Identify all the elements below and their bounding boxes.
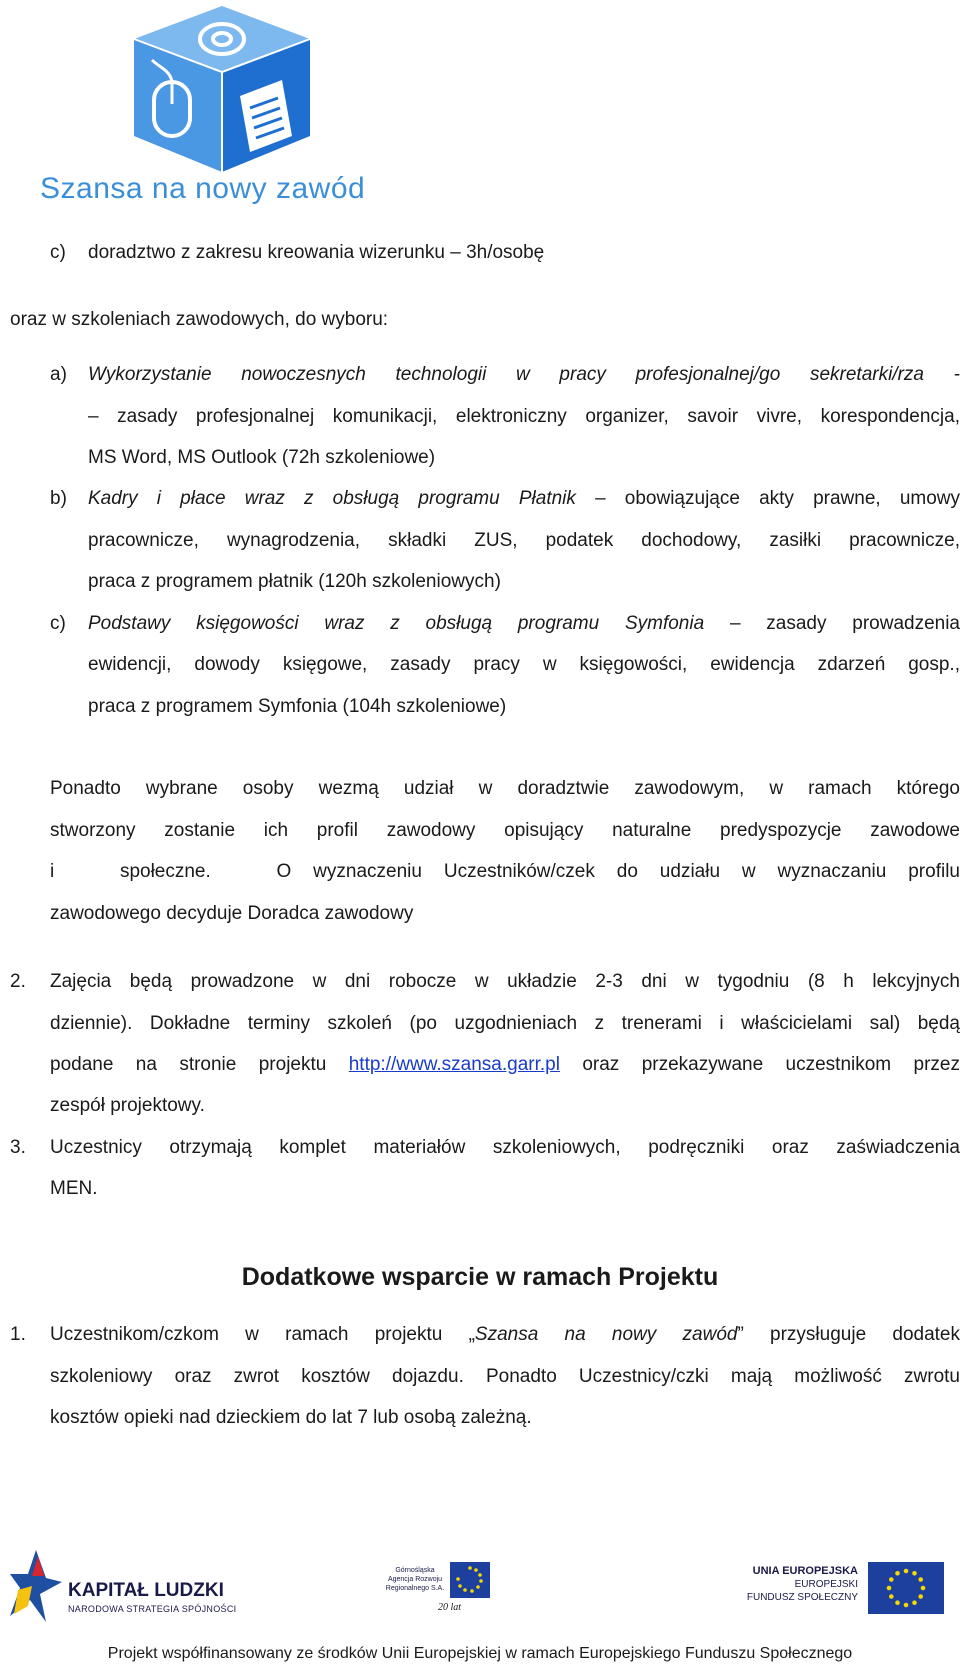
eu-subtitle-1: EUROPEJSKI: [794, 1579, 858, 1590]
list-marker: c): [50, 613, 66, 634]
training-title: Podstawy księgowości wraz z obsługą programu Symfonia – zasady prowadzenia: [88, 613, 960, 634]
eu-title: UNIA EUROPEJSKA: [752, 1565, 858, 1577]
training-title: Kadry i płace wraz z obsługą programu Płatnik – obowiązujące akty prawne, umowy: [88, 488, 960, 509]
cofinancing-note: Projekt współfinansowany ze środków Unii Europejskiej w ramach Europejskiego Funduszu Społecznego: [107, 1645, 853, 1662]
training-line: praca z programem płatnik (120h szkoleniowych): [88, 571, 501, 592]
training-line: praca z programem Symfonia (104h szkoleniowe): [88, 696, 507, 717]
star-logo-icon: [10, 1548, 62, 1623]
eu-flag-icon: [868, 1562, 944, 1614]
eu-flag-small-icon: [450, 1562, 490, 1598]
eu-subtitle-2: FUNDUSZ SPOŁECZNY: [746, 1592, 858, 1603]
project-logo: [40, 0, 400, 210]
list-marker: a): [50, 364, 67, 385]
training-line: ewidencji, dowody księgowe, zasady pracy w księgowości, ewidencja zdarzeń gosp.,: [88, 654, 960, 675]
project-website-link[interactable]: http://www.szansa.garr.pl: [348, 1054, 560, 1075]
training-line: pracownicze, wynagrodzenia, składki ZUS, podatek dochodowy, zasiłki pracownicze,: [88, 530, 960, 551]
section-heading: Dodatkowe wsparcie w ramach Projektu: [241, 1263, 719, 1291]
training-intro: oraz w szkoleniach zawodowych, do wyboru:: [10, 309, 389, 330]
training-line: MS Word, MS Outlook (72h szkoleniowe): [88, 447, 436, 468]
intro-item-text: doradztwo z zakresu kreowania wizerunku – 3h/osobę: [88, 242, 545, 263]
cube-logo-icon: [122, 4, 322, 174]
kapital-subtitle: NARODOWA STRATEGIA SPÓJNOŚCI: [68, 1604, 237, 1614]
training-line: – zasady profesjonalnej komunikacji, elektroniczny organizer, savoir vivre, korespondencja,: [88, 406, 960, 427]
garr-years: 20 lat: [438, 1602, 462, 1613]
kapital-title: KAPITAŁ LUDZKI: [68, 1580, 224, 1601]
list-marker: b): [50, 488, 67, 509]
kapital-ludzki-logo: [10, 1548, 260, 1623]
logo-text: Szansa na nowy zawód: [40, 172, 366, 205]
eu-logo: [700, 1556, 950, 1626]
list-marker: c): [50, 242, 66, 263]
garr-logo: Górnośląska Agencja Rozwoju Regionalnego S.A. 20 lat: [380, 1562, 520, 1624]
training-title: Wykorzystanie nowoczesnych technologii w pracy profesjonalnej/go sekretarki/rza -: [88, 364, 960, 385]
